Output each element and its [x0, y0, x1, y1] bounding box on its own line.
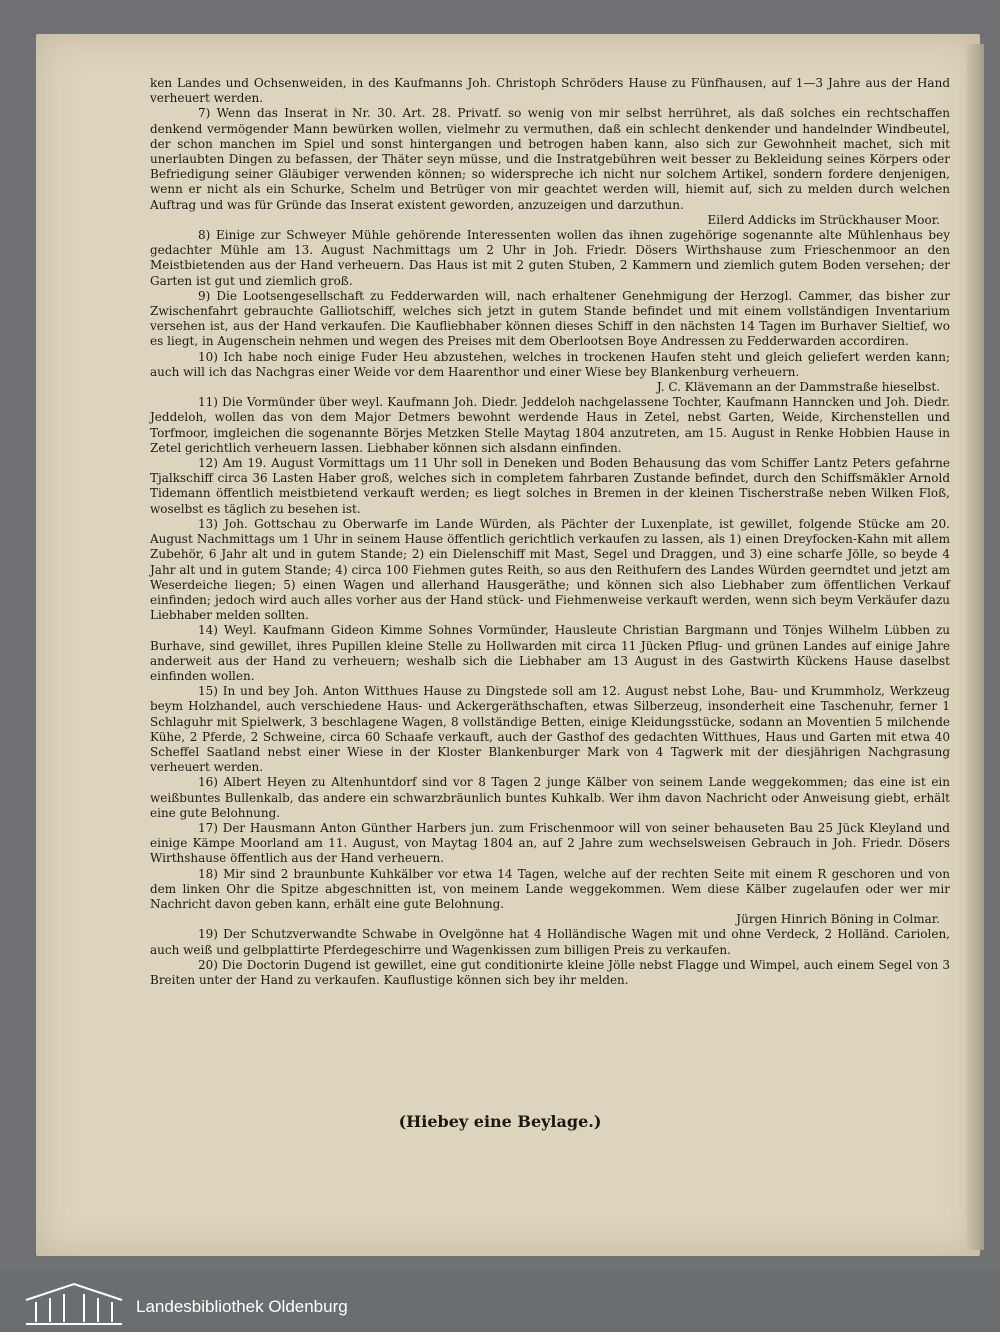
document-text: [150, 76, 950, 988]
signature-10: J. C. Klävemann an der Dammstraße hieselbst.: [656, 380, 940, 395]
paragraph-16: 16) Albert Heyen zu Altenhuntdorf sind vor 8 Tagen 2 junge Kälber von seinem Lande weggekommen; das eine ist ein weißbuntes Bullenkalb, das andere ein schwarzbräunlich buntes Kuhkalb. Wer ihm davon Nachricht oder Anweisung giebt, erhält eine gute Belohnung.: [150, 775, 950, 820]
closing-note: (Hiebey eine Beylage.): [398, 1112, 602, 1131]
paragraph-20: 20) Die Doctorin Dugend ist gewillet, eine gut conditionirte kleine Jölle nebst Flagge und Wimpel, auch einem Segel von 3 Breiten unter der Hand zu verkaufen. Kauflustige können sich bey ihr melden.: [150, 957, 950, 987]
signature-7: Eilerd Addicks im Strückhauser Moor.: [707, 212, 940, 227]
paragraph-15: 15) In und bey Joh. Anton Witthues Hause zu Dingstede soll am 12. August nebst Lohe, Bau- und Krummholz, Werkzeug beym Holzhandel, auch verschiedene Haus- und Ackergeräthschaften, etwas Silberzeug, insonderheit eine Taschenuhr, ferner 1 Schlaguhr mit Spielwerk, 3 beschlagene Wagen, 8 vollständige Betten, einige Kleidungsstücke, sodann an Moventien 5 milchende Kühe, 2 Pferde, 2 Schweine, circa 60 Schaafe verkauft, auch der Gasthof des gedachten Witthues, Haus und Garten mit etwa 40 Scheffel Saatland nebst einer Wiese in der Kloster Blankenburger Mark von 4 Tagwerk mit der diesjährigen Nachgrasung verheuert werden.: [150, 684, 950, 775]
paragraph-17: 17) Der Hausmann Anton Günther Harbers jun. zum Frischenmoor will von seiner behauseten Bau 25 Jück Kleyland und einige Kämpe Moorland am 11. August, von Maytag 1804 an, auf 2 Jahre zum wechselsweisen Gebrauch in Joh. Friedr. Dösers Wirthshause öffentlich aus der Hand verheuern.: [150, 820, 950, 866]
paragraph-7: 7) Wenn das Inserat in Nr. 30. Art. 28. Privatf. so wenig von mir selbst herrühret, als daß solches ein rechtschaffen denkend vermögender Mann bewürken wollen, vielmehr zu vermuthen, daß ein schlecht denkender und handelnder Windbeutel, der schon manchen im Spiel und sonst hintergangen und betrogen haben kann, also sich zur Gewohnheit machet, sich mit unerlaubten Dingen zu befassen, der Thäter seyn müsse, und die Instratgebühren weit besser zu Bekleidung seines Körpers oder Befriedigung seiner Gläubiger verwenden können; so widerspreche ich nicht nur solchem Artikel, sondern fordere denjenigen, wenn er nicht als ein Schurke, Schelm und Betrüger von mir geachtet werden will, hiemit auf, sich zu melden durch welchen Auftrag und was für Gründe das Inserat existent geworden, anzuzeigen und darzuthun.: [150, 106, 950, 212]
paragraph-19: 19) Der Schutzverwandte Schwabe in Ovelgönne hat 4 Holländische Wagen mit und ohne Verdeck, 2 Holländ. Cariolen, auch weiß und gelbplattirte Pferdegeschirre und Wagenkissen zum billigen Preis zu verkaufen.: [150, 927, 950, 957]
paragraph-continuation: ken Landes und Ochsenweiden, in des Kaufmanns Joh. Christoph Schröders Hause zu Fünfhausen, auf 1—3 Jahre aus der Hand verheuert werden.: [150, 76, 950, 106]
paragraph-18: 18) Mir sind 2 braunbunte Kuhkälber vor etwa 14 Tagen, welche auf der rechten Seite mit einem R geschoren und von dem linken Ohr die Spitze abgeschnitten ist, von meinem Lande weggekommen. Wem diese Kälber zugelaufen oder wer mir Nachricht davon geben kann, erhält eine gute Belohnung.: [150, 866, 950, 911]
paragraph-12: 12) Am 19. August Vormittags um 11 Uhr soll in Deneken und Boden Behausung das vom Schiffer Lantz Peters gefahrne Tjalkschiff circa 36 Lasten Haber groß, welches sich in completem fahrbaren Zustande befindet, durch den Schiffsmäkler Arnold Tidemann öffentlich meistbietend verkauft werden; es liegt solches in Bremen in der kleinen Tischerstraße neben Wilken Floß, woselbst es täglich zu besehen ist.: [150, 456, 950, 516]
paragraph-10: 10) Ich habe noch einige Fuder Heu abzustehen, welches in trockenen Haufen steht und gleich geliefert werden kann; auch will ich das Nachgras einer Weide vor dem Haarenthor und einer Wiese bey Blankenburg verheuern.: [150, 349, 950, 379]
page-edge: [966, 44, 984, 1250]
library-building-icon: [22, 1280, 126, 1326]
paragraph-13: 13) Joh. Gottschau zu Oberwarfe im Lande Würden, als Pächter der Luxenplate, ist gewillet, folgende Stücke am 20. August Nachmittags um 1 Uhr in seinem Hause öffentlich gerichtlich verkaufen zu lassen, als 1) einen Dreyfocken-Kahn mit allem Zubehör, 6 Jahr alt und in gutem Stande; 2) ein Dielenschiff mit Mast, Segel und Draggen, und 3) eine scharfe Jölle, so beyde 4 Jahr alt und in gutem Stande; 4) circa 100 Fiehmen gutes Reith, so aus den Reithufern des Landes Würden geerndtet und jetzt am Weserdeiche liegen; 5) einen Wagen und allerhand Hausgeräthe; und können sich also Liebhaber zum öffentlichen Verkauf einfinden; jedoch wird auch alles vorher aus der Hand stück- und Fiehmenweise verkauft werden, wenn sich beym Verkäufer dazu Liebhaber melden sollten.: [150, 516, 950, 623]
paragraph-8: 8) Einige zur Schweyer Mühle gehörende Interessenten wollen das ihnen zugehörige sogenannte alte Mühlenhaus bey gedachter Mühle am 13. August Nachmittags um 2 Uhr in Joh. Friedr. Dösers Wirthshause zum Frieschenmoor an den Meistbietenden aus der Hand verheuern. Das Haus ist mit 2 guten Stuben, 2 Kammern und ziemlich gutem Boden versehen; der Garten ist gut und ziemlich groß.: [150, 228, 950, 288]
paragraph-11: 11) Die Vormünder über weyl. Kaufmann Joh. Diedr. Jeddeloh nachgelassene Tochter, Kaufmann Hanncken und Joh. Diedr. Jeddeloh, wollen das von dem Major Detmers bewohnt werdende Haus in Zetel, nebst Garten, Weide, Kirchenstellen und Torfmoor, imgleichen die sogenannte Börjes Metzken Stelle Maytag 1804 anzutreten, am 15. August in Renke Hobbien Hause in Zetel gerichtlich verheuern lassen. Liebhaber können sich alsdann einfinden.: [150, 395, 950, 455]
library-name: Landesbibliothek Oldenburg: [136, 1297, 348, 1316]
paragraph-9: 9) Die Lootsengesellschaft zu Fedderwarden will, nach erhaltener Genehmigung der Herzogl. Cammer, das bisher zur Zwischenfahrt gebrauchte Galliotschiff, welches sich jetzt in gutem Stande befindet und mit einem vollständigen Inventarium versehen ist, aus der Hand verkaufen. Die Kaufliebhaber können dieses Schiff in den nächsten 14 Tagen im Burhaver Sieltief, wo es liegt, in Augenschein nehmen und wegen des Preises mit dem Oberlootsen Boye Andressen zu Fedderwarden accordiren.: [150, 288, 950, 349]
signature-18: Jürgen Hinrich Böning in Colmar.: [736, 912, 940, 927]
paragraph-14: 14) Weyl. Kaufmann Gideon Kimme Sohnes Vormünder, Hausleute Christian Bargmann und Tönjes Wilhelm Lübben zu Burhave, sind gewillet, ihres Pupillen kleine Stelle zu Hollwarden mit circa 11 Jücken Pflug- und grünen Landes auf einige Jahre anderweit aus der Hand zu verheuern; weshalb sich die Liebhaber am 13 August in des Gastwirth Kückens Hause daselbst einfinden wollen.: [150, 623, 950, 683]
